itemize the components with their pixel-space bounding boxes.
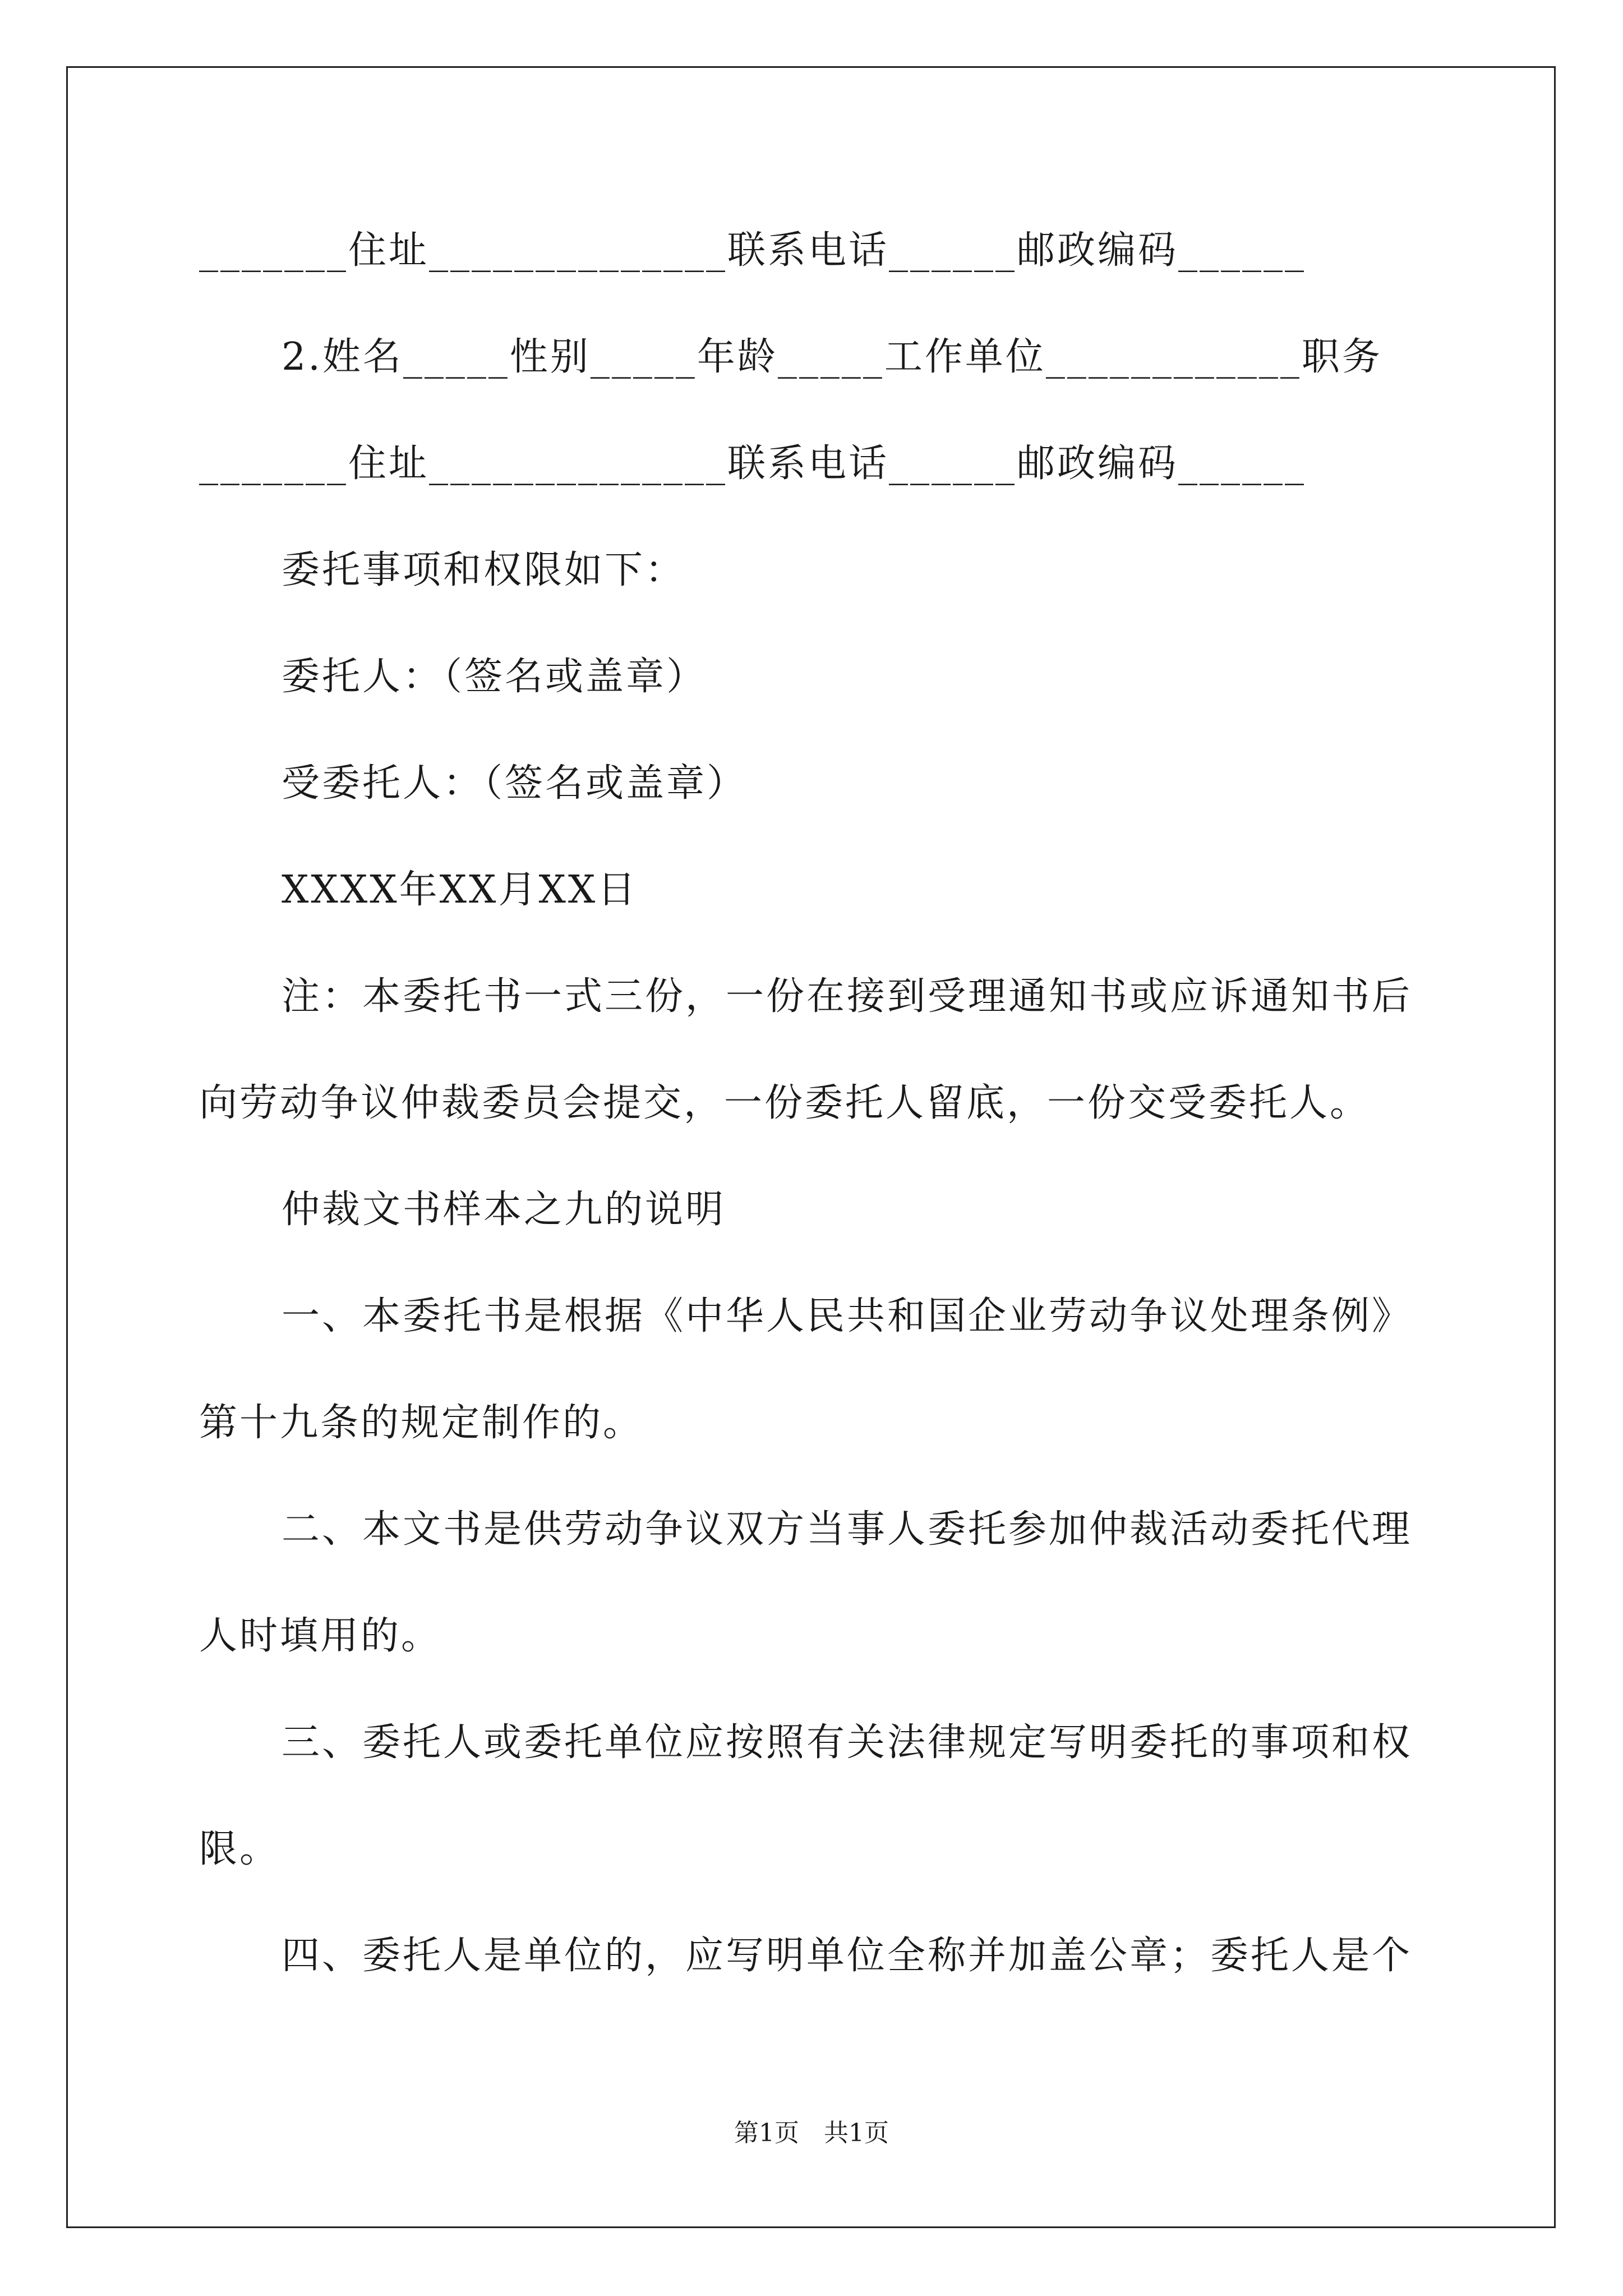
text-line: 人时填用的。 <box>199 1614 442 1658</box>
text-line: 四、委托人是单位的，应写明单位全称并加盖公章；委托人是个 <box>282 1934 1413 1978</box>
text-line: 限。 <box>199 1827 280 1871</box>
text-line: _______住址______________联系电话______邮政编码______ <box>199 441 1307 486</box>
page-border <box>66 66 1556 2228</box>
text-line: XXXX年XX月XX日 <box>282 868 638 912</box>
text-line: 一、本委托书是根据《中华人民共和国企业劳动争议处理条例》 <box>282 1294 1413 1338</box>
text-line: 注：本委托书一式三份，一份在接到受理通知书或应诉通知书后 <box>282 974 1413 1019</box>
text-line: 向劳动争议仲裁委员会提交，一份委托人留底，一份交受委托人。 <box>199 1081 1371 1125</box>
text-line: 第十九条的规定制作的。 <box>199 1401 644 1445</box>
text-line: _______住址______________联系电话______邮政编码______ <box>199 228 1307 273</box>
text-line: 三、委托人或委托单位应按照有关法律规定写明委托的事项和权 <box>282 1720 1413 1765</box>
text-line: 2.姓名_____性别_____年龄_____工作单位____________职务 <box>282 335 1382 379</box>
text-line: 委托事项和权限如下： <box>282 548 686 592</box>
text-line: 二、本文书是供劳动争议双方当事人委托参加仲裁活动委托代理 <box>282 1507 1413 1552</box>
text-line: 受委托人：（签名或盖章） <box>282 761 748 806</box>
page-footer: 第1页 共1页 <box>734 2119 889 2147</box>
text-line: 仲裁文书样本之九的说明 <box>282 1188 726 1232</box>
text-line: 委托人：（签名或盖章） <box>282 655 707 699</box>
